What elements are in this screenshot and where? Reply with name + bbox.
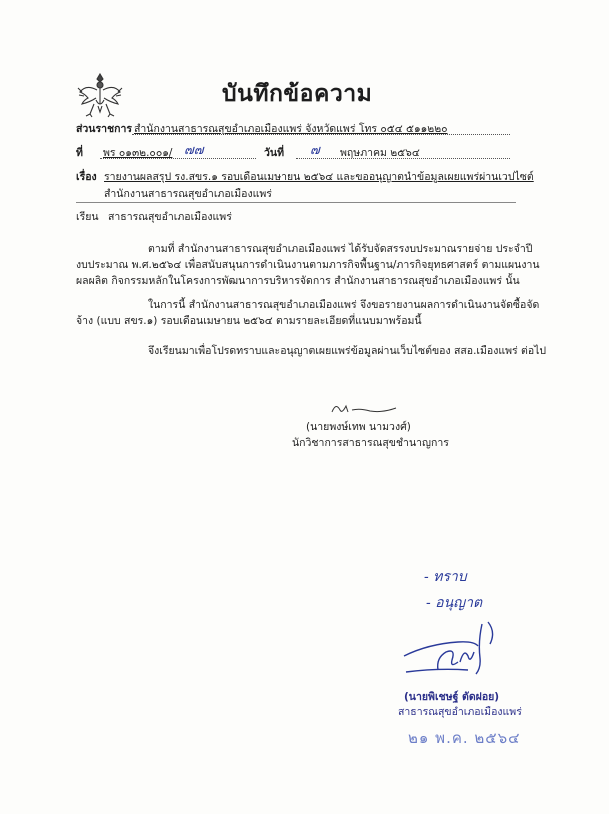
body-p2-line-2: จ้าง (แบบ สขร.๑) รอบเดือนเมษายน ๒๕๖๔ ตามรายละเอียดที่แนบมาพร้อมนี้: [76, 315, 422, 327]
body-p2-line-1: ในการนี้ สำนักงานสาธารณสุขอำเภอเมืองแพร่ จึงขอรายงานผลการดำเนินงานจัดซื้อจัด: [148, 299, 540, 311]
ref-value: พร ๐๑๓๒.๐๐๑/: [103, 147, 173, 159]
agency-label: ส่วนราชการ: [76, 123, 133, 135]
approval-note-permitted: - อนุญาต: [426, 595, 483, 611]
signature-1-name: (นายพงษ์เทพ นามวงศ์): [306, 421, 411, 433]
ref-number-handwritten: ๗๗: [184, 143, 204, 158]
garuda-emblem-icon: [76, 70, 124, 120]
signature-2-scribble-icon: [398, 612, 510, 684]
date-label: วันที่: [264, 147, 284, 159]
body-p1-line-3: ผลผลิต กิจกรรมหลักในโครงการพัฒนาการบริหารจัดการ สำนักงานสาธารณสุขอำเภอเมืองแพร่ นั้น: [76, 275, 520, 287]
to-value: สาธารณสุขอำเภอเมืองแพร่: [108, 211, 232, 223]
agency-value: สำนักงานสาธารณสุขอำเภอเมืองแพร่ จังหวัดแพร่ โทร ๐๕๔ ๕๑๑๒๒๐: [134, 123, 448, 135]
received-date-stamp: ๒๑ พ.ค. ๒๕๖๔: [408, 729, 521, 747]
signature-1-position: นักวิชาการสาธารณสุขชำนาญการ: [292, 437, 449, 449]
signature-1-scribble-icon: [330, 400, 400, 418]
body-p3-line-1: จึงเรียนมาเพื่อโปรดทราบและอนุญาตเผยแพร่ข้อมูลผ่านเว็บไซต์ของ สสอ.เมืองแพร่ ต่อไป: [148, 345, 547, 357]
date-day-handwritten: ๗: [310, 143, 320, 158]
approval-note-acknowledged: - ทราบ: [424, 569, 467, 585]
subject-label: เรื่อง: [76, 171, 97, 183]
approval-signer-name: (นายพิเชษฐ์ ตัดฝอย): [404, 691, 500, 703]
header-divider: [76, 202, 516, 203]
memo-title: บันทึกข้อความ: [222, 81, 373, 107]
date-value: พฤษภาคม ๒๕๖๔: [340, 147, 420, 159]
body-p1-line-1: ตามที่ สำนักงานสาธารณสุขอำเภอเมืองแพร่ ได้รับจัดสรรงบประมาณรายจ่าย ประจำปี: [148, 243, 533, 255]
approval-signer-position: สาธารณสุขอำเภอเมืองแพร่: [398, 706, 522, 718]
body-p1-line-2: งบประมาณ พ.ศ.๒๕๖๔ เพื่อสนับสนุนการดำเนินงานตามภารกิจพื้นฐาน/ภารกิจยุทธศาสตร์ ตามแผนงาน: [76, 259, 540, 271]
subject-line-1: รายงานผลสรุป รง.สขร.๑ รอบเดือนเมษายน ๒๕๖๔ และขออนุญาตนำข้อมูลเผยแพร่ผ่านเวปไซต์: [104, 171, 534, 183]
to-label: เรียน: [76, 211, 99, 223]
subject-line-2: สำนักงานสาธารณสุขอำเภอเมืองแพร่: [104, 188, 272, 200]
ref-label: ที่: [76, 147, 83, 159]
